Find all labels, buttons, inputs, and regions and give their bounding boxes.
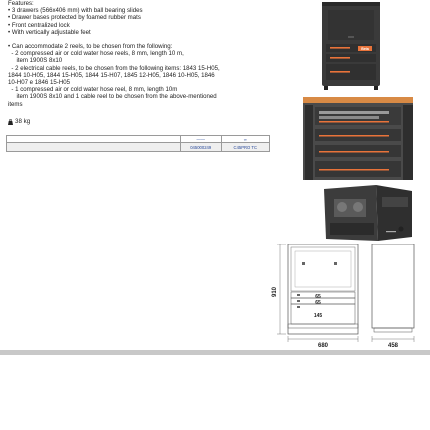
reel-option-line: - 2 compressed air or cold water hose reels, 8 mm, length 10 m,: [8, 50, 184, 58]
feature-bullet: • Drawer bases protected by foamed rubber mats: [8, 14, 141, 22]
front-view-outline: [288, 244, 358, 334]
code-header-icon: ——: [180, 136, 221, 143]
weight-value: 38 kg: [15, 118, 31, 125]
product-code[interactable]: 045000249: [180, 143, 221, 152]
drawer-dim-2: 65: [315, 300, 321, 306]
reel-option-line: items: [8, 100, 23, 108]
feature-bullet: • Front centralized lock: [8, 21, 70, 29]
table-blank-cell: [7, 136, 181, 143]
drawer-dim-1: 65: [315, 294, 321, 300]
open-cabinet-photo: [316, 183, 417, 244]
product-model: C45PRO TC: [221, 143, 269, 152]
height-dimension: 910: [272, 286, 278, 298]
weight-info: [8, 118, 30, 125]
reel-option-line: 1844 10-H05, 1844 15-H05, 1844 15-H07, 1845 12-H05, 1846 10-H05, 1846: [8, 71, 215, 79]
table-blank-cell: [7, 143, 181, 152]
bottom-divider: [0, 350, 430, 355]
depth-dimension: 458: [387, 343, 399, 349]
product-code-table: [6, 135, 270, 152]
drawers-photo: [303, 97, 413, 180]
side-view-outline: [372, 244, 414, 328]
reel-option-line: - 2 electrical cable reels, to be chosen from the following items: 1843 15-H05,: [8, 64, 220, 72]
reel-option-line: - 1 compressed air or cold water hose reel, 8 mm, length 10m: [8, 86, 178, 94]
reel-option-line: 10-H07 e 1846 15-H05: [8, 79, 70, 87]
features-block: [8, 0, 300, 108]
width-dimension: 680: [317, 343, 329, 349]
model-header-icon: ∞: [221, 136, 269, 143]
drawer-dim-3: 145: [313, 313, 323, 319]
technical-drawing: [268, 244, 418, 350]
feature-bullet: • 3 drawers (566x406 mm) with ball bearing slides: [8, 7, 143, 15]
reel-option-line: item 1900S 8x10: [8, 57, 63, 65]
cabinet-front-photo: [304, 0, 398, 92]
beta-logo: Beta: [361, 47, 369, 51]
feature-bullet: • With vertically adjustable feet: [8, 28, 91, 36]
reels-intro: • Can accommodate 2 reels, to be chosen from the following:: [8, 43, 173, 51]
reel-option-line: item 1900S 8x10 and 1 cable reel to be chosen from the above-mentioned: [8, 93, 217, 101]
weight-icon: [8, 119, 13, 125]
features-heading: Features:: [8, 0, 34, 7]
